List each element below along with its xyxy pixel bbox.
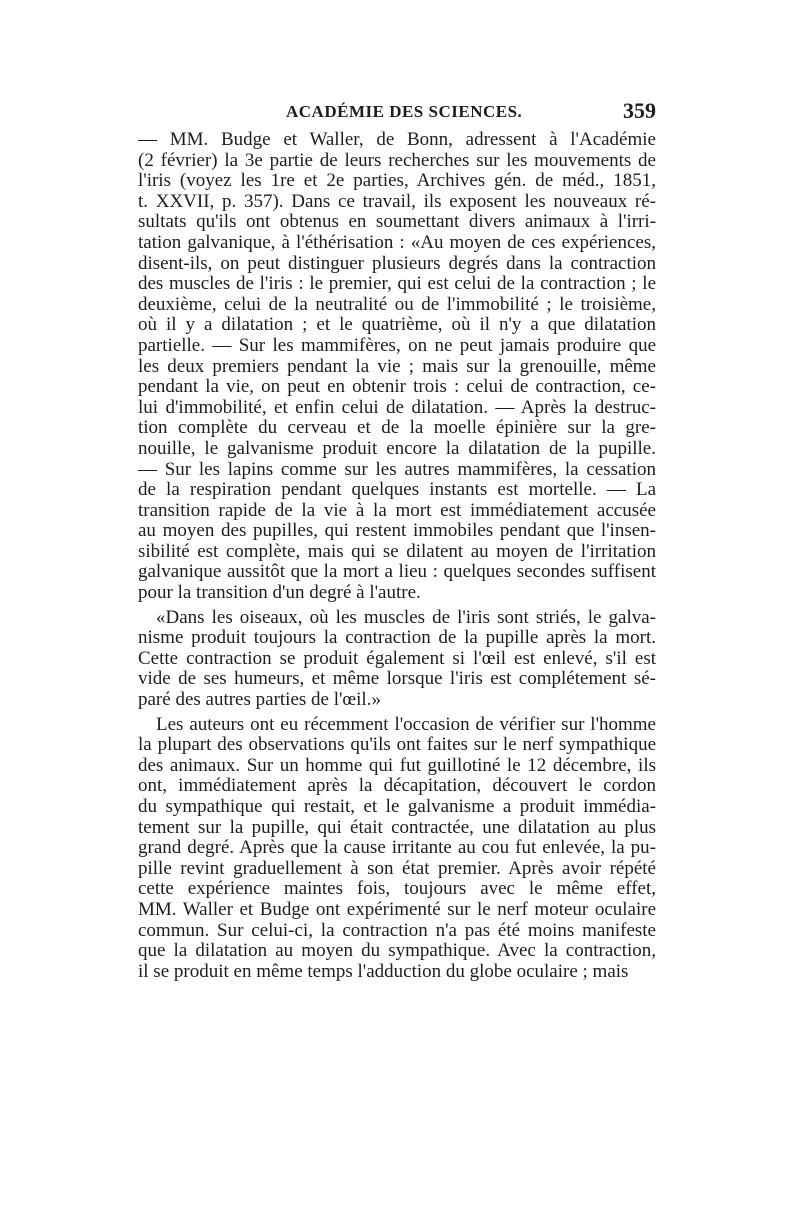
text-line: ont, immédiatement après la décapitation, découvert le cordon [138,776,656,797]
running-title: ACADÉMIE DES SCIENCES. [286,102,523,121]
text-line: tement sur la pupille, qui était contractée, une dilatation au plus [138,817,656,838]
text-line: nisme produit toujours la contraction de la pupille après la mort. [138,628,656,649]
text-line: Cette contraction se produit également si l'œil est enlevé, s'il est [138,648,656,669]
text-line: commun. Sur celui-ci, la contraction n'a pas été moins manifeste [138,920,656,941]
running-head [138,98,656,128]
text-line: disent-ils, on peut distinguer plusieurs degrés dans la contraction [138,253,656,274]
text-line: sultats qu'ils ont obtenus en soumettant divers animaux à l'irri- [138,212,656,233]
paragraph-3 [138,715,656,983]
text-line: «Dans les oiseaux, où les muscles de l'iris sont striés, le galva- [156,607,656,628]
text-line: pour la transition d'un degré à l'autre. [138,583,421,604]
text-line: sibilité est complète, mais qui se dilatent au moyen de l'irritation [138,541,656,562]
text-line: partielle. — Sur les mammifères, on ne peut jamais produire que [138,335,656,356]
text-line: (2 février) la 3e partie de leurs recherches sur les mouvements de [138,150,656,171]
text-line: la plupart des observations qu'ils ont faites sur le nerf sympathique [138,735,656,756]
page-number: 359 [623,98,656,123]
text-line: l'iris (voyez les 1re et 2e parties, Archives gén. de méd., 1851, [138,171,656,192]
text-line: t. XXVII, p. 357). Dans ce travail, ils exposent les nouveaux ré- [138,191,656,212]
text-line: de la respiration pendant quelques instants est mortelle. — La [138,480,656,501]
text-line: pille revint graduellement à son état premier. Après avoir répété [138,858,656,879]
text-line: lui d'immobilité, et enfin celui de dilatation. — Après la destruc- [138,397,656,418]
text-line: paré des autres parties de l'œil.» [138,690,381,711]
paragraph-1 [138,130,656,604]
text-line: grand degré. Après que la cause irritante au cou fut enlevée, la pu- [138,838,656,859]
text-line: du sympathique qui restait, et le galvanisme a produit immédia- [138,797,656,817]
paragraph-2 [138,608,656,711]
text-line: — Sur les lapins comme sur les autres mammifères, la cessation [138,459,656,480]
text-line: — MM. Budge et Waller, de Bonn, adressent à l'Académie [138,130,656,150]
text-line: galvanique aussitôt que la mort a lieu : quelques secondes suffisent [138,562,656,583]
text-line: MM. Waller et Budge ont expérimenté sur le nerf moteur oculaire [138,899,656,920]
text-line: que la dilatation au moyen du sympathique. Avec la contraction, [138,941,656,962]
text-line: tion complète du cerveau et de la moelle épinière sur la gre- [138,418,656,439]
text-line: il se produit en même temps l'adduction du globe oculaire ; mais [138,961,629,982]
text-line: nouille, le galvanisme produit encore la dilatation de la pupille. [138,438,656,459]
text-line: où il y a dilatation ; et le quatrième, où il n'y a que dilatation [138,315,656,336]
text-line: deuxième, celui de la neutralité ou de l'immobilité ; le troisième, [138,294,656,315]
text-line: pendant la vie, on peut en obtenir trois : celui de contraction, ce- [138,377,656,398]
text-line: vide de ses humeurs, et même lorsque l'iris est complétement sé- [138,669,656,690]
text-line: Les auteurs ont eu récemment l'occasion de vérifier sur l'homme [156,714,656,735]
text-line: cette expérience maintes fois, toujours avec le même effet, [138,879,656,900]
text-line: des animaux. Sur un homme qui fut guillotiné le 12 décembre, ils [138,755,656,776]
text-line: les deux premiers pendant la vie ; mais sur la grenouille, même [138,356,656,377]
text-line: des muscles de l'iris : le premier, qui est celui de la contraction ; le [138,274,656,295]
text-line: au moyen des pupilles, qui restent immobiles pendant que l'insen- [138,521,656,542]
text-line: tation galvanique, à l'éthérisation : «Au moyen de ces expériences, [138,232,656,253]
text-line: transition rapide de la vie à la mort est immédiatement accusée [138,500,656,521]
body-text [138,130,656,982]
